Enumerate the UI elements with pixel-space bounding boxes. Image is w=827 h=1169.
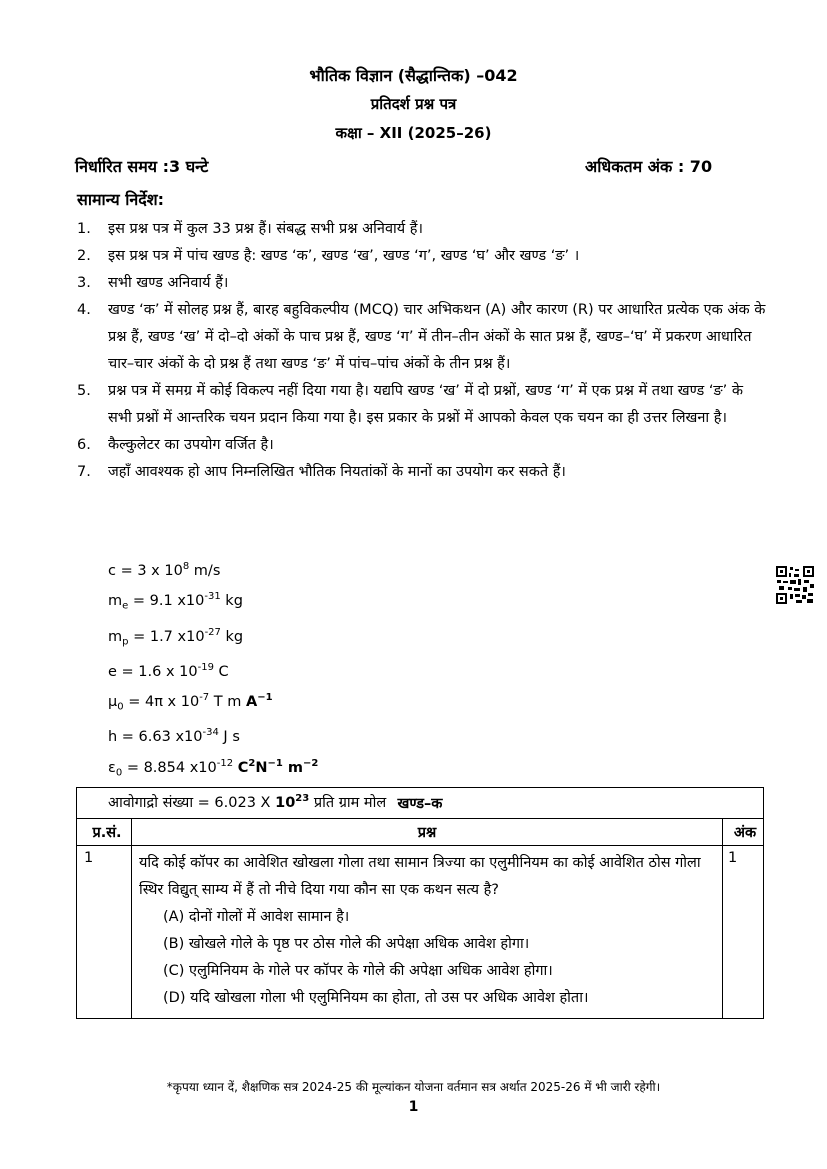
instruction-number: 3. [77, 275, 91, 291]
class-line: कक्षा – XII (2025–26) [335, 124, 492, 142]
option-b: (B) खोखले गोले के पृष्ठ पर ठोस गोले की अपेक्षा अधिक आवेश होगा। [163, 936, 530, 952]
option-d: (D) यदि खोखला गोला भी एलुमिनियम का होता, तो उस पर अधिक आवेश होता। [163, 990, 589, 1006]
constant-electron-mass: $m_e = 9.1$ $x10^{-31}$ kg [108, 591, 243, 613]
question-number: 1 [77, 846, 132, 1019]
option-a: (A) दोनों गोलों में आवेश सामान है। [163, 909, 350, 925]
question-marks: 1 [723, 846, 764, 1019]
column-header-question: प्रश्न [132, 819, 723, 846]
constant-permeability: $\mu_0 = 4\pi$ x $10^{-7}$ T m $A^{-1}$ [108, 692, 273, 713]
column-header-marks: अंक [723, 819, 764, 846]
instruction-text: प्रश्न पत्र में समग्र में कोई विकल्प नहीं दिया गया है। यद्यपि खण्ड ‘ख’ में दो प्रश्नों, खण्ड ‘ग’ में एक प्रश्न में तथा खण्ड ‘ङ’ के सभी प्रश्नों में आन्तरिक चयन प्रदान किया गया है। इस प्रकार के प्रश्नों में आपको केवल एक चयन का ही उत्तर लिखना है। [108, 383, 744, 426]
footnote: *कृपया ध्यान दें, शैक्षणिक सत्र 2024-25 की मूल्यांकन योजना वर्तमान सत्र अर्थात 2025-26 में भी जारी रहेगी। [166, 1080, 661, 1094]
instruction-text: खण्ड ‘क’ में सोलह प्रश्न हैं, बारह बहुविकल्पीय (MCQ) चार अभिकथन (A) और कारण (R) पर आधारित प्रत्येक एक अंक के प्रश्न हैं, खण्ड ‘ख’ में दो–दो अंकों के पाच प्रश्न हैं, खण्ड ‘ग’ में तीन–तीन अंकों के सात प्रश्न हैं, खण्ड–‘घ’ में प्रकरण आधारित चार–चार अंकों के दो प्रश्न हैं तथा खण्ड ‘ङ’ में पांच–पांच अंकों के तीन प्रश्न हैं। [108, 302, 766, 372]
option-c: (C) एलुमिनियम के गोले पर कॉपर के गोले की अपेक्षा अधिक आवेश होगा। [163, 963, 553, 979]
paper-subtitle: प्रतिदर्श प्रश्न पत्र [370, 95, 457, 113]
instruction-number: 5. [77, 383, 91, 399]
table-row [77, 846, 764, 1019]
instruction-item [77, 459, 767, 486]
section-a-table [76, 787, 764, 1019]
constant-avogadro: आवोगाद्रो संख्या = 6.023 X $10^{23}$ प्रति ग्राम मोल [108, 792, 387, 811]
instruction-item [77, 297, 767, 378]
time-allowed: निर्धारित समय :3 घन्टे [75, 157, 209, 176]
qr-code-icon [776, 566, 814, 604]
page-number: 1 [408, 1099, 419, 1115]
instruction-number: 1. [77, 221, 91, 237]
constant-permittivity: $\varepsilon_0 = 8.854$ $x10^{-12}$ $C^2N^{-1}$ $m^{-2}$ [108, 757, 319, 779]
instruction-text: इस प्रश्न पत्र में पांच खण्ड है: खण्ड ‘क’, खण्ड ‘ख’, खण्ड ‘ग’, खण्ड ‘घ’ और खण्ड ‘ङ’ । [108, 248, 580, 264]
instruction-text: कैल्कुलेटर का उपयोग वर्जित है। [108, 437, 274, 453]
maximum-marks: अधिकतम अंक : 70 [585, 157, 713, 176]
constant-proton-mass: $m_p = 1.7$ $x10^{-27}$ kg [108, 626, 244, 648]
constant-electron-charge: e = 1.6 x $10^{-19}$ C [108, 661, 229, 680]
instruction-text: जहाँ आवश्यक हो आप निम्नलिखित भौतिक नियतांकों के मानों का उपयोग कर सकते हैं। [108, 464, 566, 480]
instruction-item [77, 243, 767, 270]
instruction-item [77, 432, 767, 459]
instruction-text: इस प्रश्न पत्र में कुल 33 प्रश्न हैं। संबद्ध सभी प्रश्न अनिवार्य हैं। [108, 221, 423, 237]
section-title: खण्ड–क [77, 788, 764, 819]
question-options [139, 904, 714, 1012]
instruction-number: 6. [77, 437, 91, 453]
general-instructions-list [77, 216, 767, 486]
physical-constants [108, 554, 386, 816]
general-instructions-title: सामान्य निर्देश: [77, 190, 165, 209]
instruction-text: सभी खण्ड अनिवार्य हैं। [108, 275, 229, 291]
instruction-item [77, 378, 767, 432]
instruction-number: 2. [77, 248, 91, 264]
instruction-item [77, 270, 767, 297]
constant-planck: h = 6.63 $x10^{-34}$ J s [108, 727, 240, 746]
instruction-number: 4. [77, 302, 91, 318]
column-header-question-number: प्र.सं. [77, 819, 132, 846]
instruction-number: 7. [77, 464, 91, 480]
instruction-item [77, 216, 767, 243]
question-cell [132, 846, 723, 1019]
constant-speed-of-light: c = 3 x $10^8$ m/s [108, 561, 221, 579]
question-text: यदि कोई कॉपर का आवेशित खोखला गोला तथा सामान त्रिज्या का एलुमीनियम का कोई आवेशित ठोस गोला स्थिर विद्युत् साम्य में हैं तो नीचे दिया गया कौन सा एक कथन सत्य है? [139, 855, 701, 898]
paper-title: भौतिक विज्ञान (सैद्धान्तिक) –042 [309, 66, 518, 85]
